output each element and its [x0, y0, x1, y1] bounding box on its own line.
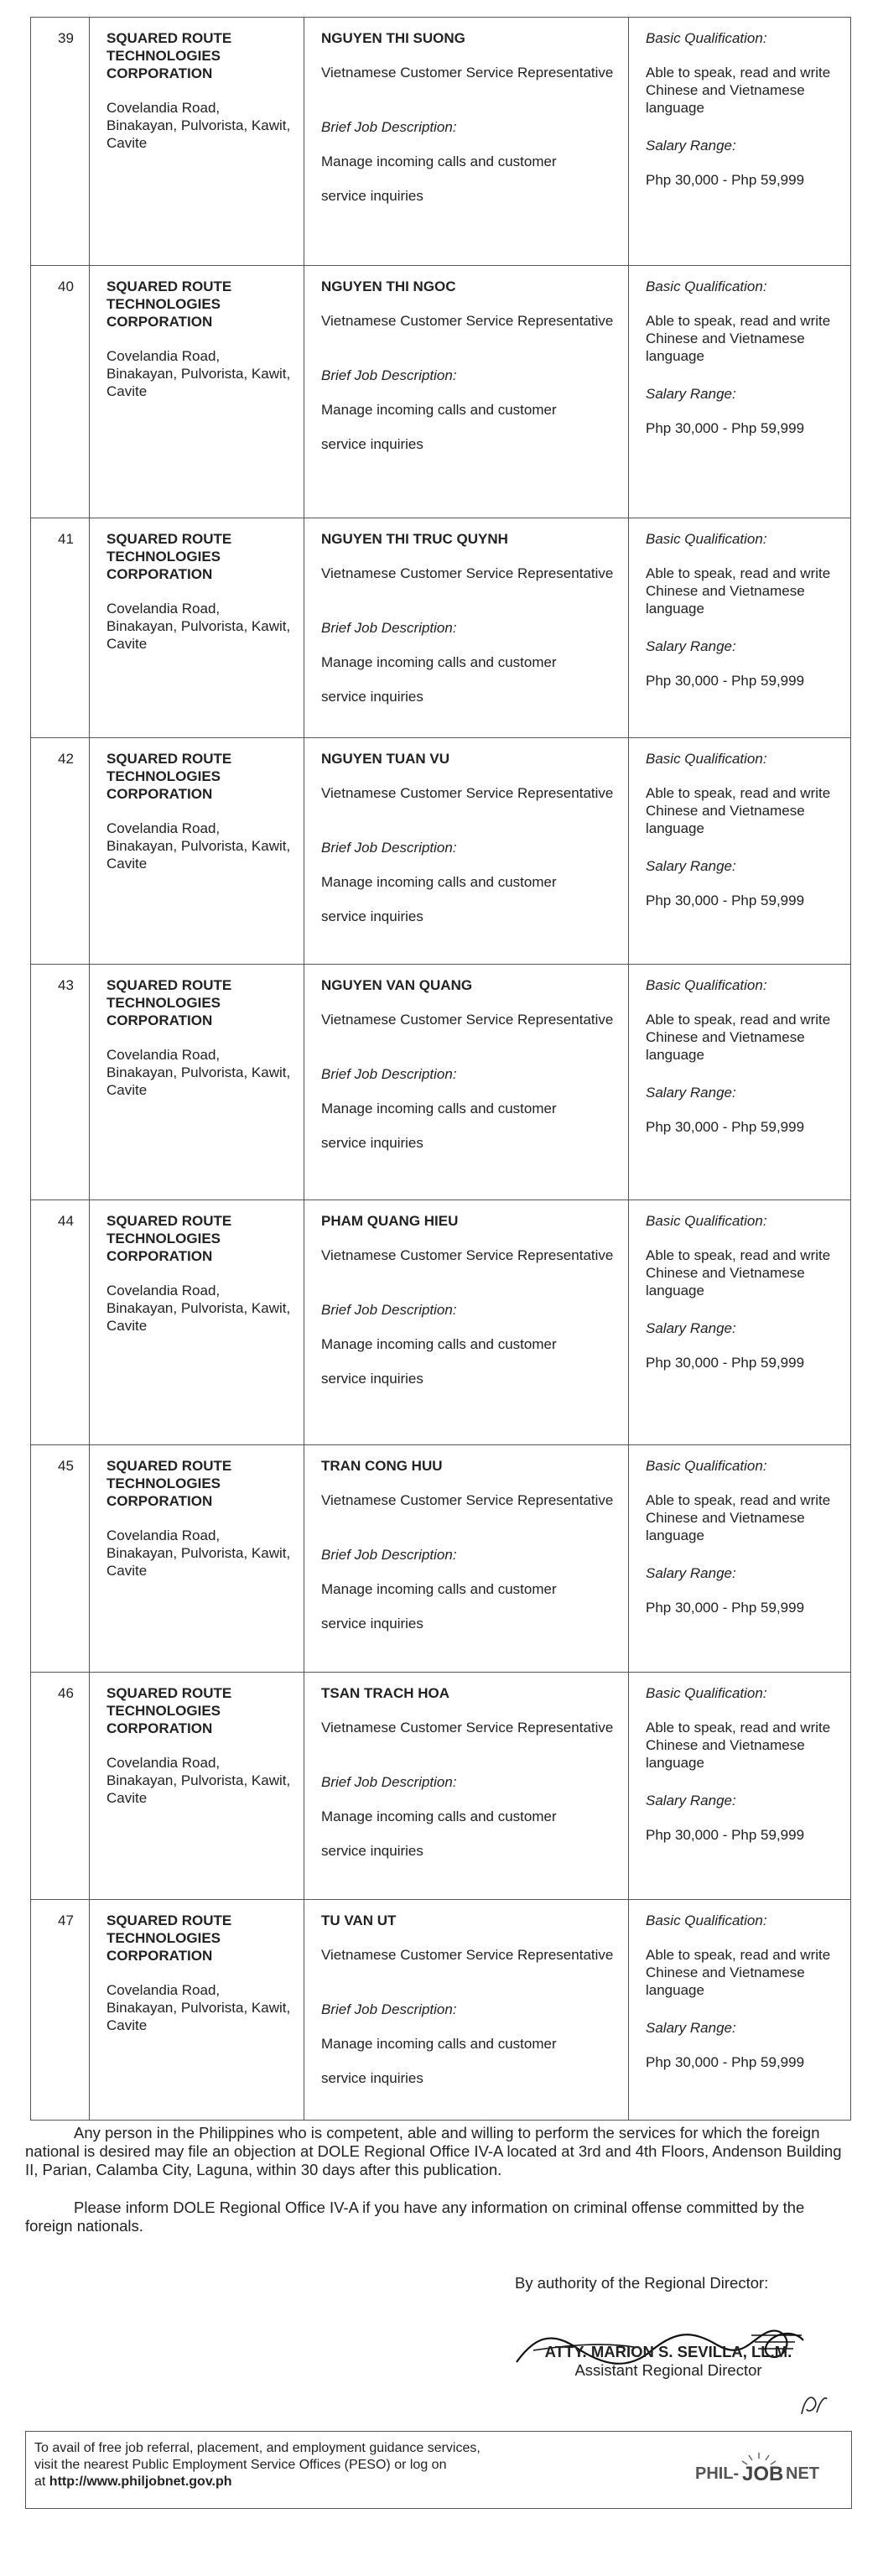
foreign-nationals-table: [30, 17, 851, 2121]
table-row: [31, 18, 851, 266]
job-description-label: Brief Job Description:: [321, 840, 457, 856]
job-description-line1: Manage incoming calls and customer: [321, 1101, 557, 1116]
company-name: SQUARED ROUTE TECHNOLOGIES CORPORATION: [106, 531, 232, 582]
salary-label: Salary Range:: [646, 1320, 736, 1336]
salary-range: Php 30,000 - Php 59,999: [646, 1119, 805, 1135]
job-description-line2: service inquiries: [321, 689, 423, 705]
employer-cell: [90, 965, 304, 1200]
salary-range: Php 30,000 - Php 59,999: [646, 172, 805, 188]
footer-line-3-prefix: at: [34, 2475, 49, 2489]
qualification-label: Basic Qualification:: [646, 1685, 767, 1701]
employer-cell: [90, 266, 304, 518]
job-description-line1: Manage incoming calls and customer: [321, 402, 557, 418]
position-title: Vietnamese Customer Service Representative: [321, 1720, 614, 1736]
job-description-line1: Manage incoming calls and customer: [321, 1581, 557, 1597]
company-address: Covelandia Road, Binakayan, Pulvorista, Kawit, Cavite: [106, 1982, 291, 2033]
salary-label: Salary Range:: [646, 1085, 736, 1101]
qualification-text: Able to speak, read and write Chinese and Vietnamese language: [646, 785, 831, 836]
logo-text-left: PHIL-: [695, 2464, 740, 2483]
position-title: Vietnamese Customer Service Representative: [321, 785, 614, 801]
foreign-national-name: NGUYEN THI TRUC QUYNH: [321, 531, 508, 547]
salary-label: Salary Range:: [646, 638, 736, 654]
employer-cell: [90, 1673, 304, 1900]
qualification-cell: [629, 1200, 851, 1445]
qualification-text: Able to speak, read and write Chinese and Vietnamese language: [646, 565, 831, 617]
salary-range: Php 30,000 - Php 59,999: [646, 420, 805, 436]
qualification-text: Able to speak, read and write Chinese and Vietnamese language: [646, 1012, 831, 1063]
job-description-line2: service inquiries: [321, 188, 423, 204]
foreign-national-name: PHAM QUANG HIEU: [321, 1213, 459, 1229]
company-name: SQUARED ROUTE TECHNOLOGIES CORPORATION: [106, 30, 232, 81]
job-description-line1: Manage incoming calls and customer: [321, 154, 557, 169]
authority-line: By authority of the Regional Director:: [515, 2274, 769, 2292]
position-title: Vietnamese Customer Service Representative: [321, 313, 614, 329]
qualification-cell: [629, 1445, 851, 1673]
job-description-line1: Manage incoming calls and customer: [321, 654, 557, 670]
salary-range: Php 30,000 - Php 59,999: [646, 2054, 805, 2070]
employer-cell: [90, 18, 304, 266]
salary-label: Salary Range:: [646, 138, 736, 154]
qualification-label: Basic Qualification:: [646, 977, 767, 993]
job-description-line2: service inquiries: [321, 1135, 423, 1151]
logo-text-right: NET: [786, 2464, 819, 2483]
foreign-national-name: TRAN CONG HUU: [321, 1458, 443, 1474]
philjobnet-logo: [693, 2450, 819, 2490]
qualification-label: Basic Qualification:: [646, 1458, 767, 1474]
job-description-line2: service inquiries: [321, 1371, 423, 1387]
company-address: Covelandia Road, Binakayan, Pulvorista, Kawit, Cavite: [106, 348, 291, 399]
qualification-text: Able to speak, read and write Chinese and Vietnamese language: [646, 1247, 831, 1298]
table-row: [31, 965, 851, 1200]
foreign-national-name: TU VAN UT: [321, 1912, 397, 1928]
foreign-national-name: TSAN TRACH HOA: [321, 1685, 449, 1701]
qualification-text: Able to speak, read and write Chinese and Vietnamese language: [646, 313, 831, 364]
row-number: 46: [31, 1673, 90, 1900]
qualification-cell: [629, 18, 851, 266]
job-description-label: Brief Job Description:: [321, 1547, 457, 1563]
qualification-cell: [629, 1900, 851, 2121]
table-row: [31, 1200, 851, 1445]
employer-cell: [90, 1200, 304, 1445]
qualification-label: Basic Qualification:: [646, 278, 767, 294]
qualification-label: Basic Qualification:: [646, 531, 767, 547]
table-row: [31, 738, 851, 965]
row-number: 40: [31, 266, 90, 518]
job-description-label: Brief Job Description:: [321, 2001, 457, 2017]
job-description-label: Brief Job Description:: [321, 620, 457, 636]
signatory-title: Assistant Regional Director: [574, 2361, 762, 2379]
position-title: Vietnamese Customer Service Representative: [321, 565, 614, 581]
salary-range: Php 30,000 - Php 59,999: [646, 1600, 805, 1616]
foreign-national-name: NGUYEN THI NGOC: [321, 278, 456, 294]
inform-paragraph: Please inform DOLE Regional Office IV-A if you have any information on criminal offense committed by the foreign nationals.: [25, 2198, 805, 2235]
employer-cell: [90, 518, 304, 738]
table-row: [31, 1900, 851, 2121]
qualification-label: Basic Qualification:: [646, 1912, 767, 1928]
philjobnet-url[interactable]: http://www.philjobnet.gov.ph: [49, 2475, 232, 2489]
position-title: Vietnamese Customer Service Representative: [321, 1492, 614, 1508]
company-name: SQUARED ROUTE TECHNOLOGIES CORPORATION: [106, 1685, 232, 1736]
qualification-cell: [629, 1673, 851, 1900]
initials-mark: [797, 2389, 830, 2419]
salary-label: Salary Range:: [646, 386, 736, 402]
foreign-national-name: NGUYEN VAN QUANG: [321, 977, 473, 993]
footer-line-2: visit the nearest Public Employment Service Offices (PESO) or log on: [34, 2458, 447, 2472]
table-row: [31, 1445, 851, 1673]
company-name: SQUARED ROUTE TECHNOLOGIES CORPORATION: [106, 278, 232, 330]
qualification-cell: [629, 965, 851, 1200]
qualification-label: Basic Qualification:: [646, 1213, 767, 1229]
job-description-label: Brief Job Description:: [321, 367, 457, 383]
company-address: Covelandia Road, Binakayan, Pulvorista, Kawit, Cavite: [106, 1047, 291, 1098]
qualification-cell: [629, 518, 851, 738]
position-title: Vietnamese Customer Service Representative: [321, 1012, 614, 1028]
row-number: 44: [31, 1200, 90, 1445]
position-cell: [304, 266, 629, 518]
row-number: 43: [31, 965, 90, 1200]
job-description-line1: Manage incoming calls and customer: [321, 1808, 557, 1824]
employer-cell: [90, 1900, 304, 2121]
salary-range: Php 30,000 - Php 59,999: [646, 892, 805, 908]
table-row: [31, 266, 851, 518]
company-name: SQUARED ROUTE TECHNOLOGIES CORPORATION: [106, 1912, 232, 1964]
position-cell: [304, 18, 629, 266]
row-number: 41: [31, 518, 90, 738]
foreign-national-name: NGUYEN THI SUONG: [321, 30, 465, 46]
company-address: Covelandia Road, Binakayan, Pulvorista, Kawit, Cavite: [106, 1755, 291, 1806]
row-number: 39: [31, 18, 90, 266]
company-name: SQUARED ROUTE TECHNOLOGIES CORPORATION: [106, 751, 232, 802]
row-number: 42: [31, 738, 90, 965]
footer-box: [25, 2431, 852, 2509]
qualification-text: Able to speak, read and write Chinese and Vietnamese language: [646, 1492, 831, 1543]
position-cell: [304, 1673, 629, 1900]
company-address: Covelandia Road, Binakayan, Pulvorista, Kawit, Cavite: [106, 820, 291, 872]
logo-text-mid: JOB: [742, 2463, 784, 2485]
qualification-text: Able to speak, read and write Chinese and Vietnamese language: [646, 1720, 831, 1771]
salary-label: Salary Range:: [646, 858, 736, 874]
job-description-line2: service inquiries: [321, 436, 423, 452]
qualification-text: Able to speak, read and write Chinese and Vietnamese language: [646, 65, 831, 116]
job-description-line2: service inquiries: [321, 2070, 423, 2086]
salary-range: Php 30,000 - Php 59,999: [646, 1827, 805, 1843]
signatory-name: ATTY. MARION S. SEVILLA, LL.M.: [544, 2343, 792, 2360]
footer-line-1: To avail of free job referral, placement, and employment guidance services,: [34, 2441, 480, 2455]
table-row: [31, 518, 851, 738]
company-address: Covelandia Road, Binakayan, Pulvorista, Kawit, Cavite: [106, 100, 291, 151]
salary-label: Salary Range:: [646, 1565, 736, 1581]
salary-range: Php 30,000 - Php 59,999: [646, 673, 805, 689]
qualification-cell: [629, 266, 851, 518]
company-name: SQUARED ROUTE TECHNOLOGIES CORPORATION: [106, 977, 232, 1028]
company-name: SQUARED ROUTE TECHNOLOGIES CORPORATION: [106, 1458, 232, 1509]
position-cell: [304, 738, 629, 965]
job-description-line2: service inquiries: [321, 1843, 423, 1859]
position-title: Vietnamese Customer Service Representative: [321, 1247, 614, 1263]
job-description-label: Brief Job Description:: [321, 1302, 457, 1318]
qualification-cell: [629, 738, 851, 965]
position-title: Vietnamese Customer Service Representative: [321, 65, 614, 81]
row-number: 45: [31, 1445, 90, 1673]
table-row: [31, 1673, 851, 1900]
position-cell: [304, 1200, 629, 1445]
position-cell: [304, 1900, 629, 2121]
position-cell: [304, 1445, 629, 1673]
position-cell: [304, 518, 629, 738]
table-body: [31, 18, 851, 2121]
job-description-label: Brief Job Description:: [321, 1774, 457, 1790]
position-cell: [304, 965, 629, 1200]
employer-cell: [90, 738, 304, 965]
job-description-line1: Manage incoming calls and customer: [321, 2036, 557, 2052]
footer-text: [34, 2440, 605, 2490]
position-title: Vietnamese Customer Service Representative: [321, 1947, 614, 1963]
salary-range: Php 30,000 - Php 59,999: [646, 1355, 805, 1371]
company-name: SQUARED ROUTE TECHNOLOGIES CORPORATION: [106, 1213, 232, 1264]
salary-label: Salary Range:: [646, 2020, 736, 2036]
salary-label: Salary Range:: [646, 1793, 736, 1808]
qualification-label: Basic Qualification:: [646, 30, 767, 46]
company-address: Covelandia Road, Binakayan, Pulvorista, Kawit, Cavite: [106, 1527, 291, 1579]
footer-line-3: [34, 2474, 605, 2490]
job-description-line1: Manage incoming calls and customer: [321, 1336, 557, 1352]
row-number: 47: [31, 1900, 90, 2121]
employer-cell: [90, 1445, 304, 1673]
company-address: Covelandia Road, Binakayan, Pulvorista, Kawit, Cavite: [106, 1283, 291, 1334]
foreign-national-name: NGUYEN TUAN VU: [321, 751, 450, 767]
company-address: Covelandia Road, Binakayan, Pulvorista, Kawit, Cavite: [106, 601, 291, 652]
qualification-label: Basic Qualification:: [646, 751, 767, 767]
job-description-line2: service inquiries: [321, 1616, 423, 1631]
job-description-label: Brief Job Description:: [321, 1066, 457, 1082]
job-description-line2: service inquiries: [321, 908, 423, 924]
job-description-line1: Manage incoming calls and customer: [321, 874, 557, 890]
objection-paragraph: Any person in the Philippines who is competent, able and willing to perform the services for which the foreign national is desired may file an objection at DOLE Regional Office IV-A located at 3rd and 4th Floors, Andenson Building II, Parian, Calamba City, Laguna, within 30 days after this publication.: [25, 2123, 842, 2178]
job-description-label: Brief Job Description:: [321, 119, 457, 135]
qualification-text: Able to speak, read and write Chinese and Vietnamese language: [646, 1947, 831, 1998]
